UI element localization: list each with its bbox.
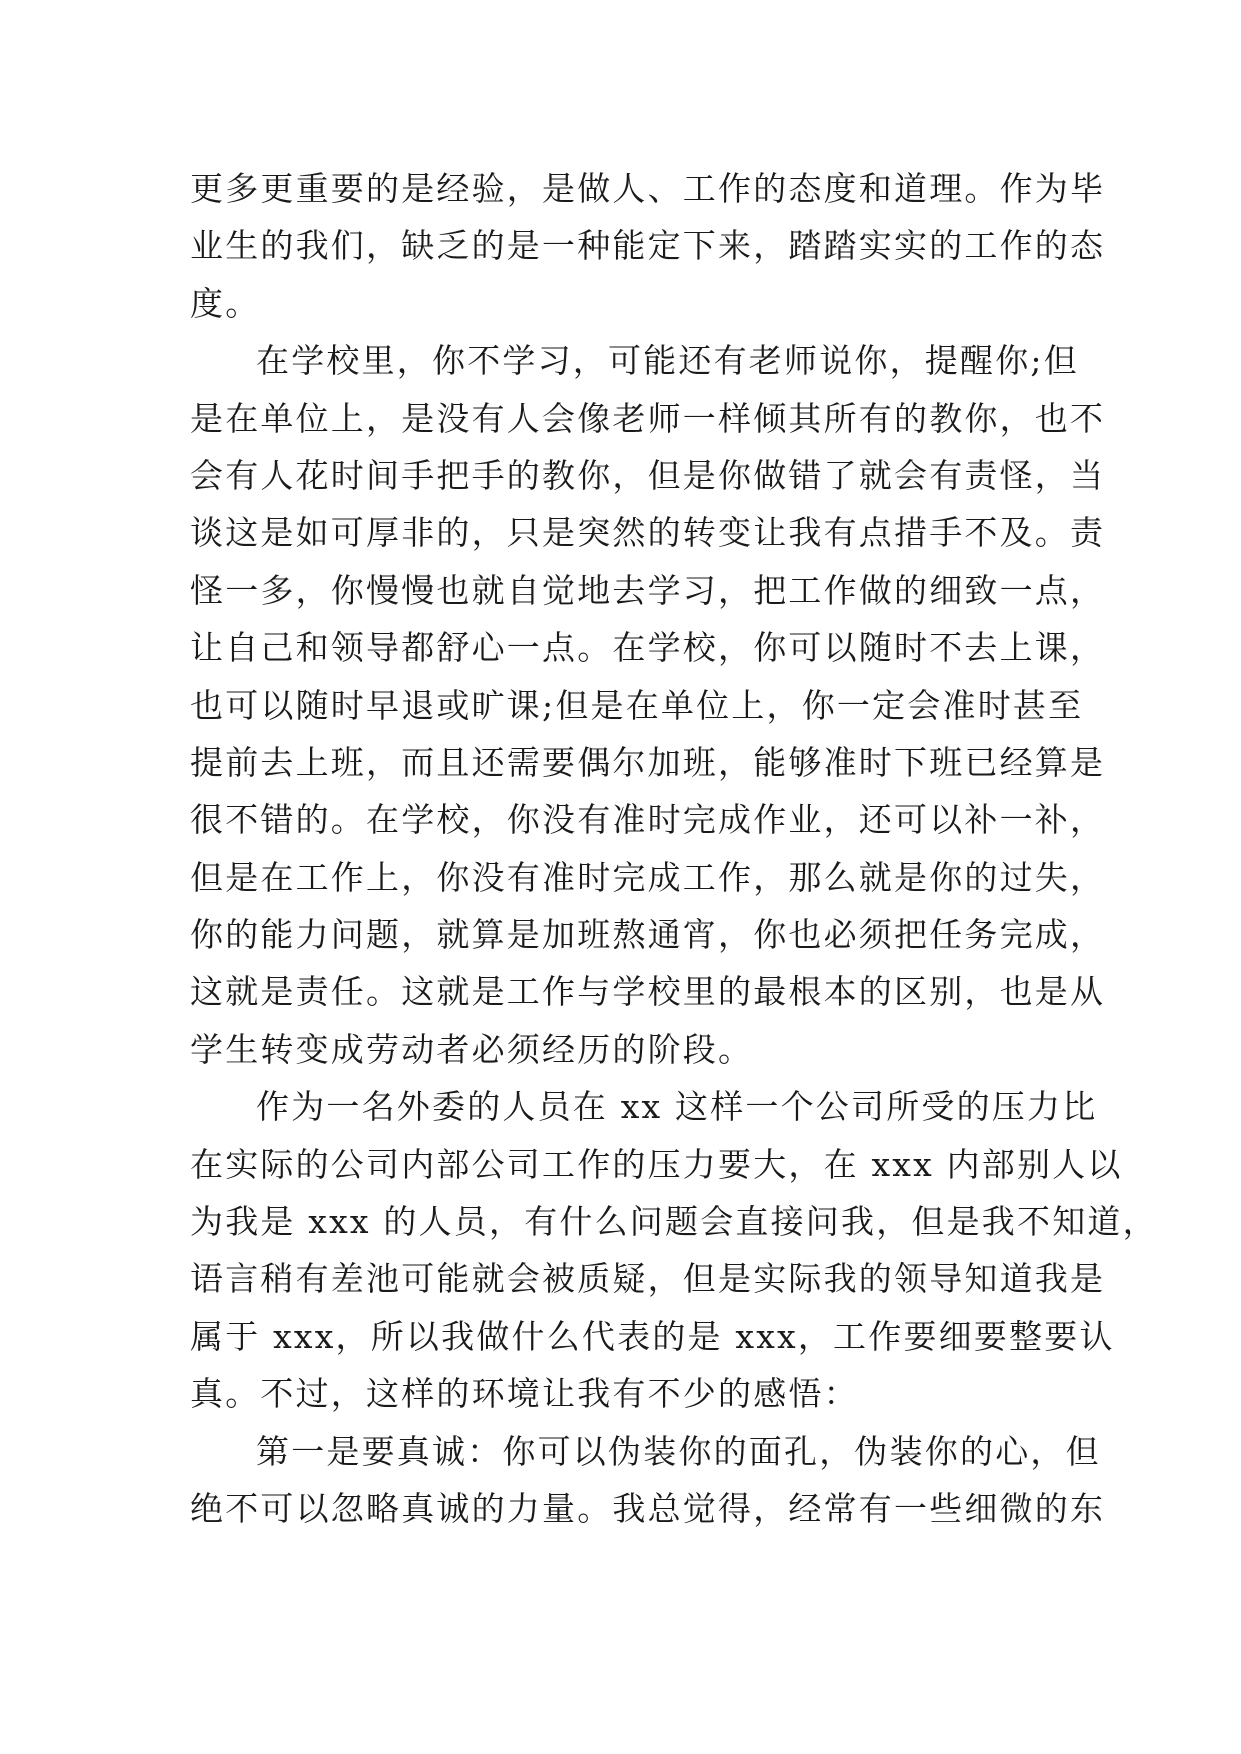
text-line: 也可以随时早退或旷课;但是在单位上，你一定会准时甚至 <box>190 685 1084 725</box>
text-line: 会有人花时间手把手的教你，但是你做错了就会有责怪，当 <box>190 455 1106 495</box>
text-line: 怪一多，你慢慢也就自觉地去学习，把工作做的细致一点， <box>190 570 1106 610</box>
paragraph-start-line: 在学校里，你不学习，可能还有老师说你，提醒你;但 <box>256 341 1079 381</box>
text-line: 你的能力问题，就算是加班熬通宵，你也必须把任务完成， <box>190 915 1106 955</box>
text-line: 语言稍有差池可能就会被质疑，但是实际我的领导知道我是 <box>190 1259 1106 1299</box>
text-line: 属于 xxx，所以我做什么代表的是 xxx，工作要细要整要认 <box>190 1316 1115 1356</box>
text-line: 在实际的公司内部公司工作的压力要大，在 xxx 内部别人以 <box>190 1144 1123 1184</box>
text-line: 但是在工作上，你没有准时完成工作，那么就是你的过失， <box>190 857 1106 897</box>
text-line: 很不错的。在学校，你没有准时完成作业，还可以补一补， <box>190 800 1106 840</box>
paragraph-start-line: 第一是要真诚：你可以伪装你的面孔，伪装你的心，但 <box>256 1431 1101 1471</box>
text-line: 为我是 xxx 的人员，有什么问题会直接问我，但是我不知道， <box>190 1202 1158 1242</box>
paragraph-start-line: 作为一名外委的人员在 xx 这样一个公司所受的压力比 <box>256 1087 1098 1127</box>
text-line: 让自己和领导都舒心一点。在学校，你可以随时不去上课， <box>190 628 1106 668</box>
text-line: 度。 <box>190 283 261 323</box>
text-line: 更多更重要的是经验，是做人、工作的态度和道理。作为毕 <box>190 169 1106 208</box>
text-line: 提前去上班，而且还需要偶尔加班，能够准时下班已经算是 <box>190 742 1106 782</box>
text-line: 学生转变成劳动者必须经历的阶段。 <box>190 1029 754 1069</box>
body-text <box>190 160 1158 1537</box>
text-line: 是在单位上，是没有人会像老师一样倾其所有的教你，也不 <box>190 398 1106 438</box>
text-line: 谈这是如可厚非的，只是突然的转变让我有点措手不及。责 <box>190 513 1106 553</box>
text-line: 绝不可以忽略真诚的力量。我总觉得，经常有一些细微的东 <box>190 1488 1106 1528</box>
text-line: 这就是责任。这就是工作与学校里的最根本的区别，也是从 <box>190 972 1106 1012</box>
text-line: 业生的我们，缺乏的是一种能定下来，踏踏实实的工作的态 <box>190 226 1106 266</box>
text-line: 真。不过，这样的环境让我有不少的感悟： <box>190 1374 859 1414</box>
